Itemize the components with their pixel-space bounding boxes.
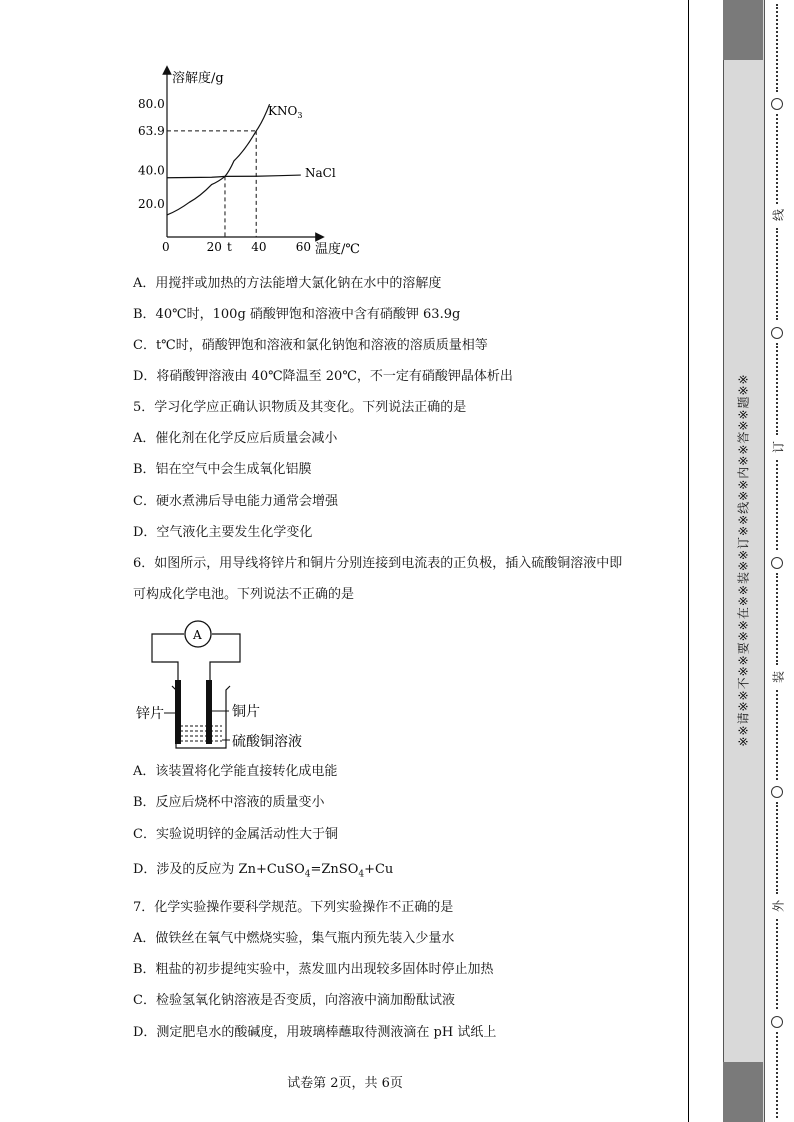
- y-tick-label: 20.0: [138, 196, 165, 211]
- x-tick-label: t: [226, 240, 232, 254]
- q6-option-d-prefix: D．涉及的反应为 Zn+CuSO: [133, 862, 305, 877]
- q5-option-c: C．硬水煮沸后导电能力通常会增强: [133, 494, 338, 509]
- q4-option-b: B．40℃时，100g 硝酸钾饱和溶液中含有硝酸钾 63.9g: [133, 307, 461, 322]
- q4-option-d: D．将硝酸钾溶液由 40℃降温至 20℃，不一定有硝酸钾晶体析出: [133, 369, 513, 384]
- wire-left: [152, 634, 184, 680]
- binding-border: [688, 0, 689, 1122]
- q5-stem: 5．学习化学应正确认识物质及其变化。下列说法正确的是: [133, 400, 467, 415]
- binding-strip-top: [723, 0, 763, 60]
- seal-char-wai: 外: [771, 899, 786, 913]
- zinc-electrode: [175, 680, 181, 744]
- solution: [180, 726, 222, 741]
- x-tick-label: 0: [162, 240, 170, 254]
- seal-circle: [771, 786, 783, 798]
- seal-circle: [771, 327, 783, 339]
- y-tick-label: 63.9: [138, 123, 165, 138]
- seal-dotted-line: [776, 802, 782, 894]
- y-tick-label: 80.0: [138, 97, 165, 112]
- page-footer: 试卷第 2页，共 6页: [287, 1076, 403, 1091]
- seal-circle: [771, 98, 783, 110]
- binding-strip-bottom: [723, 1062, 763, 1122]
- zinc-label: 锌片: [136, 706, 164, 722]
- y-axis-label: 溶解度/g: [172, 71, 224, 86]
- q5-option-a: A．催化剂在化学反应后质量会减小: [133, 431, 338, 446]
- q6-option-d: [133, 862, 393, 883]
- q5-option-d: D．空气液化主要发生化学变化: [133, 525, 313, 540]
- q6-option-d-mid: =ZnSO: [310, 862, 359, 877]
- q6-stem-line2: 可构成化学电池。下列说法不正确的是: [133, 587, 355, 602]
- seal-dotted-line: [776, 114, 782, 204]
- solution-label: 硫酸铜溶液: [232, 734, 302, 750]
- q6-option-c: C．实验说明锌的金属活动性大于铜: [133, 827, 338, 842]
- copper-electrode: [206, 680, 212, 744]
- q6-option-d-sub1: 4: [304, 869, 311, 880]
- seal-dotted-line: [776, 1032, 782, 1118]
- seal-char-xian: 线: [771, 208, 786, 222]
- q5-option-b: B．铝在空气中会生成氧化铝膜: [133, 462, 312, 477]
- seal-dotted-line: [776, 573, 782, 665]
- q7-option-c: C．检验氢氧化钠溶液是否变质，向溶液中滴加酚酞试液: [133, 993, 455, 1008]
- q4-option-c: C．t℃时，硝酸钾饱和溶液和氯化钠饱和溶液的溶质质量相等: [133, 338, 488, 353]
- seal-dotted-line: [776, 460, 782, 550]
- seal-circle: [771, 1016, 783, 1028]
- q7-stem: 7．化学实验操作要科学规范。下列实验操作不正确的是: [133, 900, 454, 915]
- kno3-label-subscript: 3: [297, 111, 303, 120]
- seal-dotted-line: [776, 4, 782, 92]
- seal-dotted-line: [776, 228, 782, 320]
- seal-dotted-line: [776, 919, 782, 1009]
- q6-option-d-suffix: +Cu: [364, 862, 394, 877]
- q6-stem-line1: 6．如图所示，用导线将锌片和铜片分别连接到电流表的正负极，插入硫酸铜溶液中即: [133, 556, 623, 571]
- q7-option-d: D．测定肥皂水的酸碱度，用玻璃棒蘸取待测液滴在 pH 试纸上: [133, 1025, 497, 1040]
- q7-option-b: B．粗盐的初步提纯实验中，蒸发皿内出现较多固体时停止加热: [133, 962, 494, 977]
- series-label-nacl: NaCl: [305, 166, 336, 180]
- seal-char-ding: 订: [771, 440, 786, 454]
- binding-notice: ※※请※※不※※要※※在※※装※※订※※线※※内※※答※※题※※: [736, 373, 751, 747]
- curve-nacl: [167, 175, 301, 178]
- q6-option-d-sub2: 4: [358, 869, 365, 880]
- seal-char-zhuang: 装: [771, 670, 786, 684]
- x-axis-label: 温度/℃: [315, 242, 360, 257]
- kno3-label-text: KNO: [268, 104, 298, 118]
- curve-kno3: [167, 104, 270, 215]
- x-tick-label: 60: [295, 240, 312, 254]
- seal-dotted-line: [776, 343, 782, 435]
- q7-option-a: A．做铁丝在氧气中燃烧实验，集气瓶内预先装入少量水: [133, 931, 455, 946]
- x-tick-label: 40: [251, 240, 267, 254]
- battery-diagram: [132, 618, 332, 758]
- q6-option-a: A．该装置将化学能直接转化成电能: [133, 764, 338, 779]
- x-tick-label: 20: [206, 240, 222, 254]
- copper-label: 铜片: [232, 704, 260, 720]
- series-label-kno3: [268, 104, 302, 120]
- ammeter-label: A: [193, 628, 202, 642]
- q4-option-a: A．用搅拌或加热的方法能增大氯化钠在水中的溶解度: [133, 276, 442, 291]
- seal-circle: [771, 557, 783, 569]
- seal-dotted-line: [776, 690, 782, 780]
- q6-option-b: B．反应后烧杯中溶液的质量变小: [133, 795, 325, 810]
- wire-right: [210, 634, 240, 680]
- y-tick-label: 40.0: [138, 163, 165, 178]
- solubility-chart: [130, 65, 390, 260]
